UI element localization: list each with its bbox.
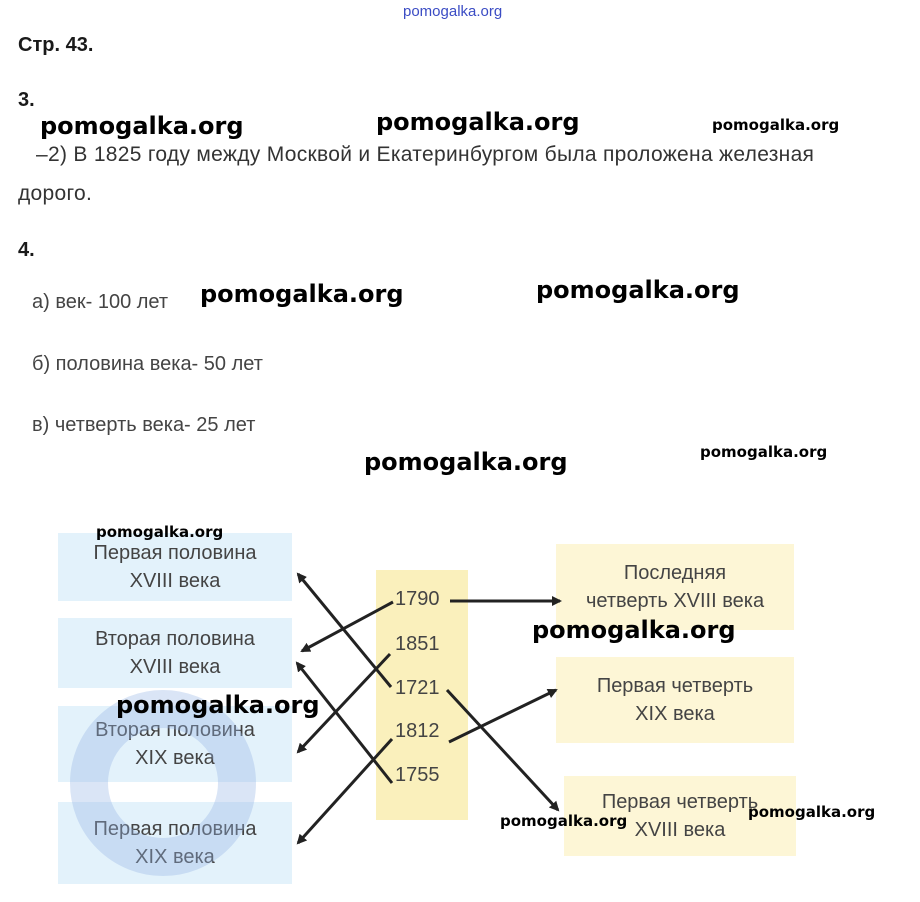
watermark: pomogalka.org <box>200 280 404 308</box>
right-box-1-line-1: Последняя <box>623 562 727 584</box>
year-4: 1812 <box>395 720 440 742</box>
watermark: pomogalka.org <box>116 691 320 719</box>
arrow-1721-to-first-half-xviii <box>298 574 391 687</box>
task-4-item-b: б) половина века- 50 лет <box>32 353 263 375</box>
watermark: pomogalka.org <box>712 116 840 134</box>
site-link[interactable]: pomogalka.org <box>403 3 503 20</box>
arrow-1721-to-first-quarter-xviii <box>447 690 558 810</box>
right-box-3-line-1: Первая четверть <box>601 791 759 813</box>
left-box-2-line-2: XVIII века <box>129 656 221 678</box>
watermark: pomogalka.org <box>376 108 580 136</box>
left-box-1-line-2: XVIII века <box>129 570 221 592</box>
watermark: pomogalka.org <box>700 443 828 461</box>
watermark: pomogalka.org <box>40 112 244 140</box>
arrow-1812-to-first-quarter-xix <box>449 690 556 742</box>
watermark: pomogalka.org <box>364 448 568 476</box>
arrow-1755-to-second-half-xviii <box>297 663 392 783</box>
left-box-3-line-1: Вторая половина <box>95 719 255 741</box>
arrow-1790-to-second-half-xviii <box>302 602 393 651</box>
year-2: 1851 <box>395 633 440 655</box>
watermark: pomogalka.org <box>536 276 740 304</box>
left-box-1-line-1: Первая половина <box>93 542 257 564</box>
right-box-1-line-2: четверть XVIII века <box>585 590 765 612</box>
right-box-2-line-1: Первая четверть <box>596 675 754 697</box>
year-1: 1790 <box>395 588 440 610</box>
task-3-answer-line-2: дорого. <box>18 182 93 205</box>
watermark: pomogalka.org <box>500 812 628 830</box>
task-4-item-c: в) четверть века- 25 лет <box>32 414 256 436</box>
page-reference: Стр. 43. <box>18 34 94 56</box>
left-box-2-line-1: Вторая половина <box>95 628 255 650</box>
year-3: 1721 <box>395 677 440 699</box>
task-3-number: 3. <box>18 89 35 111</box>
left-box-4-line-1: Первая половина <box>93 818 257 840</box>
year-5: 1755 <box>395 764 440 786</box>
watermark: pomogalka.org <box>748 803 876 821</box>
watermark: pomogalka.org <box>96 523 224 541</box>
task-3-answer-line-1: –2) В 1825 году между Москвой и Екатеринбургом была проложена железная <box>36 143 815 166</box>
arrow-1812-to-first-half-xix <box>298 739 392 843</box>
right-box-2-line-2: XIX века <box>635 703 715 725</box>
task-4-number: 4. <box>18 239 35 261</box>
watermark: pomogalka.org <box>532 616 736 644</box>
right-box-3-line-2: XVIII века <box>634 819 726 841</box>
task-4-item-a: а) век- 100 лет <box>32 291 169 313</box>
left-box-3-line-2: XIX века <box>135 747 215 769</box>
left-box-4-line-2: XIX века <box>135 846 215 868</box>
